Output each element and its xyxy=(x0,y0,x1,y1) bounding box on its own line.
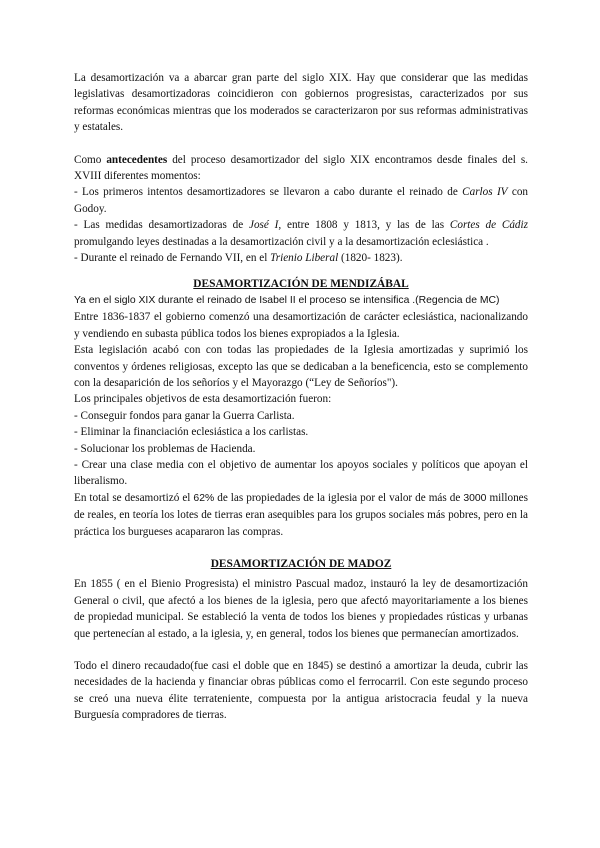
mendizabal-paragraph-2: Esta legislación acabó con con todas las propiedades de la Iglesia amortizadas y suprimió los conventos y órdenes religiosas, excepto las que se dedicaban a la beneficencia, esto se complemento con la desaparición de los señoríos y el Mayorazgo (“Ley de Señoríos"). xyxy=(74,344,528,389)
mendizabal-sans-line: Ya en el siglo XIX durante el reinado de Isabel II el proceso se intensifica .(Regencia de MC) xyxy=(74,294,500,306)
item1-rest: con Godoy. xyxy=(74,186,529,215)
intro-paragraph: La desamortización va a abarcar gran parte del siglo XIX. Hay que considerar que las medidas legislativas desamortizadoras coincidieron con gobiernos progresistas, caracterizados por sus reformas económicas mientras que los moderados se caracterizaron por sus reformas administrativas y estatales. xyxy=(74,72,528,134)
madoz-heading: DESAMORTIZACIÓN DE MADOZ xyxy=(210,557,392,570)
antecedentes-item-1 xyxy=(74,184,528,217)
objetivo-item: - Eliminar la financiación eclesiástica a los carlistas. xyxy=(74,426,309,439)
total-text-b: de las propiedades de la iglesia por el valor de más de xyxy=(214,491,464,504)
total-amount: 3000 xyxy=(463,492,487,504)
antecedentes-item-3 xyxy=(74,250,528,266)
objetivo-item: - Crear una clase media con el objetivo de aumentar los apoyos sociales y políticos que apoyan el liberalismo. xyxy=(74,458,528,488)
item3-italic: Trienio Liberal xyxy=(270,252,339,265)
mendizabal-heading: DESAMORTIZACIÓN DE MENDIZÁBAL xyxy=(193,278,409,291)
item2-italic-b: José I, xyxy=(249,219,282,232)
item2-text-a: - Las medidas desamortizadoras de xyxy=(74,219,249,232)
item1-italic: Carlos IV xyxy=(462,186,508,199)
item3-text: - Durante el reinado de Fernando VII, en el xyxy=(74,252,271,265)
document-page xyxy=(74,70,528,724)
objetivo-item: - Solucionar los problemas de Hacienda. xyxy=(74,442,256,455)
item1-text: - Los primeros intentos desamortizadores se llevaron a cabo durante el reinado de xyxy=(74,186,463,199)
madoz-paragraph-1: En 1855 ( en el Bienio Progresista) el ministro Pascual madoz, instauró la ley de desamortización General o civil, que afectó a los bienes de la iglesia, pero que afectó mayoritariamente a los bienes de propiedad municipal. Se estableció la venta de todos los bienes y propiedades rústicas y urbanas que pertenecían al estado, a la iglesia, y, en general, todos los bienes que permanecían amortizados. xyxy=(74,578,528,640)
objetivos-intro: Los principales objetivos de esta desamortización fueron: xyxy=(74,393,332,406)
mendizabal-total-paragraph xyxy=(74,490,528,540)
item2-text-e: promulgando leyes destinadas a la desamortización civil y a la desamortización eclesiástica . xyxy=(74,235,489,248)
total-text-c: millones de reales, en teoría los lotes de tierras eran asequibles para los grupos sociales más pobres, pero en la práctica los burgueses acapararon las compras. xyxy=(74,491,528,538)
antecedentes-lead-rest: del proceso desamortizador del siglo XIX encontramos desde finales del s. XVIII diferentes momentos: xyxy=(74,153,528,183)
mendizabal-paragraph-1: Entre 1836-1837 el gobierno comenzó una desamortización de carácter eclesiástica, nacionalizando y vendiendo en subasta pública todos los bienes expropiados a la Iglesia. xyxy=(74,311,528,340)
madoz-paragraph-2: Todo el dinero recaudado(fue casi el doble que en 1845) se destinó a amortizar la deuda, cubrir las necesidades de la hacienda y financiar obras públicas como el ferrocarril. Con este segundo proceso se creó una nueva élite terrateniente, compuesta por la antigua aristocracia feudal y la nueva Burguesía compradores de tierras. xyxy=(74,660,528,722)
total-percentage: 62% xyxy=(193,492,215,504)
item3-rest: (1820- 1823). xyxy=(338,252,403,265)
item2-text-c: entre 1808 y 1813, y las de las xyxy=(281,219,450,232)
total-text-a: En total se desamortizó el xyxy=(74,491,194,504)
objetivo-item: - Conseguir fondos para ganar la Guerra Carlista. xyxy=(74,409,295,422)
antecedentes-bold-term: antecedentes xyxy=(106,153,168,166)
antecedentes-intro xyxy=(74,152,528,185)
item2-italic-d: Cortes de Cádiz xyxy=(449,219,528,232)
antecedentes-item-2 xyxy=(74,217,528,250)
antecedentes-lead-text: Como xyxy=(74,153,107,166)
